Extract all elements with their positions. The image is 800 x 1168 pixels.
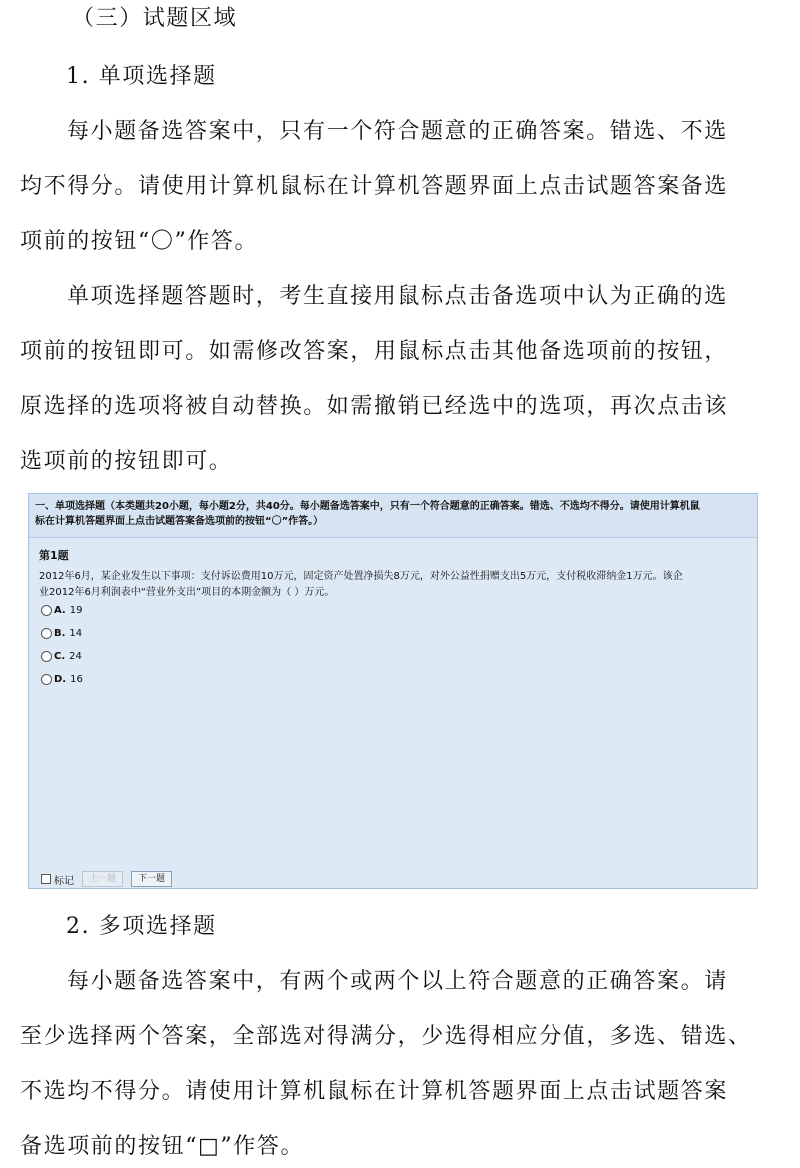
option-letter: B. [54,628,66,639]
section-title: （三）试题区域 [72,6,238,31]
radio-button[interactable] [41,651,52,662]
option-c[interactable] [41,651,82,662]
paragraph-line: 选项前的按钮即可。 [20,449,233,474]
option-value: 19 [69,605,83,616]
prev-question-button[interactable]: 上一题 [82,871,123,887]
paragraph-line: 项前的按钮即可。如需修改答案，用鼠标点击其他备选项前的按钮， [20,339,729,364]
option-letter: D. [54,674,67,685]
option-value: 14 [69,628,83,639]
paragraph-line: 不选均不得分。请使用计算机鼠标在计算机答题界面上点击试题答案 [20,1079,729,1104]
panel-header-line: 标在计算机答题界面上点击试题答案备选项前的按钮“〇”作答。） [35,516,324,527]
panel-header [29,494,757,538]
radio-button[interactable] [41,605,52,616]
question-title: 第1题 [39,549,69,562]
paragraph-line: 项前的按钮“〇”作答。 [20,229,259,254]
panel-footer [41,871,172,887]
paragraph-line: 至少选择两个答案，全部选对得满分，少选得相应分值，多选、错选、 [20,1024,752,1049]
paragraph-line: 均不得分。请使用计算机鼠标在计算机答题界面上点击试题答案备选 [20,174,729,199]
option-d[interactable] [41,674,83,685]
option-value: 16 [70,674,83,685]
option-letter: A. [54,605,66,616]
mark-checkbox[interactable] [41,874,51,884]
question-text-line: 业2012年6月利润表中“营业外支出”项目的本期金额为（ ）万元。 [39,587,335,598]
paragraph-line: 每小题备选答案中，有两个或两个以上符合题意的正确答案。请 [67,969,728,994]
option-b[interactable] [41,628,82,639]
radio-button[interactable] [41,674,52,685]
mark-label: 标记 [54,875,74,887]
heading-multi-choice: 2. 多项选择题 [66,914,217,939]
radio-button[interactable] [41,628,52,639]
option-letter: C. [54,651,66,662]
paragraph-line: 每小题备选答案中，只有一个符合题意的正确答案。错选、不选 [67,119,728,144]
heading-single-choice: 1. 单项选择题 [66,64,217,89]
option-a[interactable] [41,605,82,616]
panel-header-line: 一、单项选择题（本类题共20小题，每小题2分，共40分。每小题备选答案中，只有一个符合题意的正确答案。错选、不选均不得分。请使用计算机鼠 [35,501,700,512]
exam-panel-screenshot [28,493,758,889]
paragraph-line: 备选项前的按钮“□”作答。 [20,1134,305,1159]
option-value: 24 [69,651,82,662]
question-text-line: 2012年6月，某企业发生以下事项：支付诉讼费用10万元，固定资产处置净损失8万元，对外公益性捐赠支出5万元，支付税收滞纳金1万元。该企 [39,571,683,582]
paragraph-line: 原选择的选项将被自动替换。如需撤销已经选中的选项，再次点击该 [20,394,729,419]
paragraph-line: 单项选择题答题时，考生直接用鼠标点击备选项中认为正确的选 [67,284,728,309]
next-question-button[interactable]: 下一题 [131,871,172,887]
